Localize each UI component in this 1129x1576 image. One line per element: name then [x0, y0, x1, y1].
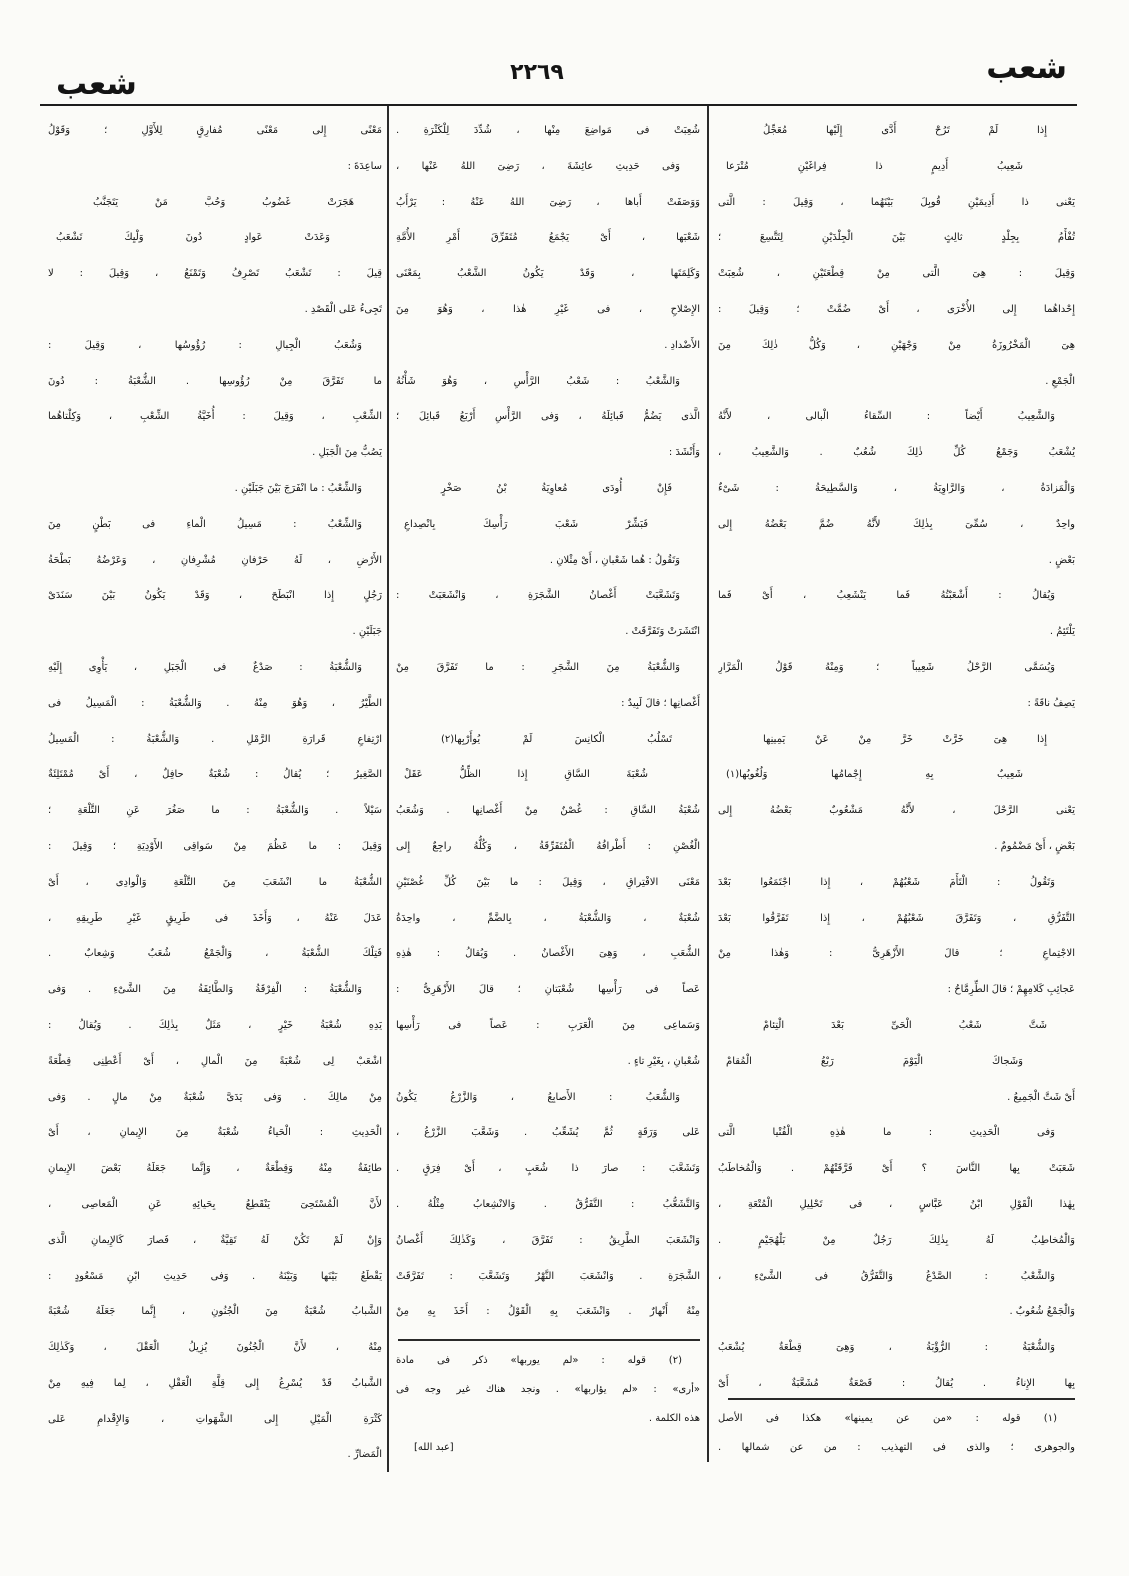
text-line: إِذا هِىَ خَرَّتْ خَرَّ مِنْ عَنْ يَمِينِها — [763, 733, 1047, 745]
text-line: كَثْرَةِ الْمَيْلِ إِلى الشَّهَواتِ ، وَالإِقْدامِ عَلى — [48, 1413, 382, 1425]
text-line: الْغُصْنِ : أَطْرافُهُ الْمُتَفَرِّقَةُ ، وَكُلُّهُ راجِعٌ إِلى — [396, 840, 700, 852]
text-line: وَشَجاكَ الْيَوْمَ رَبْعُ الْمُقامْ — [726, 1055, 1023, 1067]
text-line: وَيُسَمَّى الرَّحْلُ شَعِيباً ؛ وَمِنْهُ قَوْلُ الْمَرَّارِ — [718, 661, 1055, 673]
text-line: واحِدٌ ، سُمِّىَ بِذٰلِكَ لأَنَّهُ ضُمَّ بَعْضُهُ إِلى — [718, 518, 1075, 530]
page-number: ٢٢٦٩ — [510, 60, 564, 85]
text-line: الأَرْضِ ، لَهُ حَرْفانِ مُشْرِفانِ ، وَعَرْضُهُ بَطْحَةُ — [48, 554, 382, 566]
text-line: يَعْنى ذا أَدِيمَيْنِ قُوبِلَ بَيْنَهُما ، وَقِيلَ : الَّتى — [718, 196, 1075, 208]
text-line: شَتَّ شَعْبُ الْحَىِّ بَعْدَ الْتِئامْ — [763, 1019, 1047, 1031]
text-line: الإِصْلاحِ ، فى غَيْرِ هٰذا ، وَهُوَ مِنَ — [396, 303, 700, 315]
text-line: يَلْتَئِمُ . — [1049, 626, 1075, 638]
text-line: فَإِنْ أُودَى مُعاوِيَةُ بْنُ صَخْرٍ — [441, 482, 672, 494]
header-entry-right: شعب — [986, 50, 1067, 86]
text-line: جَبَلَيْنِ . — [352, 626, 382, 638]
text-line: هَجَرَتْ غَضُوبُ وَحُبَّ مَنْ يَتَجَنَّبُ — [93, 196, 354, 208]
text-line: وَأَنْشَدَ : — [668, 447, 700, 459]
text-line: وَتَقُولُ : الْتَأَمَ شَعْبُهُمْ ، إِذا اجْتَمَعُوا بَعْدَ — [718, 876, 1055, 888]
text-line: يَصِفُ ناقَةً : — [1027, 697, 1075, 709]
text-line: وَيُقالُ : أَشْعَبْتُهُ فَما يَنْشَعِبُ ، أَىْ فَما — [718, 590, 1055, 602]
text-line: شَعِيبٌ بِهِ إِجْمامُها وَلُغُوبُها(١) — [726, 769, 1023, 781]
text-line: وَالتَّشَعُّبُ : التَّفَرُّقُ . وَالانْشِعابُ مِثْلُهُ . — [396, 1198, 700, 1210]
text-line: تُفْأَمُ بِجِلْدٍ ثالِثٍ بَيْنَ الْجِلْدَيْنِ لِتَتَّسِعَ ؛ — [718, 232, 1075, 244]
text-line: وَالشُّعَبُ : الأَصابِعُ ، وَالزَّرْعُ يَكُونُ — [396, 1091, 680, 1103]
text-line: وَكَلِمَتَها ، وَقَدْ يَكُونُ الشَّعْبُ بِمَعْنَى — [396, 268, 700, 280]
text-line: سَيْلاً . وَالشُّعْبَةُ : ما صَغُرَ عَنِ التَّلْعَةِ ؛ — [48, 805, 382, 817]
text-line: لأَنَّ الْمُسْتَحِىَ يَنْقَطِعُ بِحَيائِهِ عَنِ الْمَعاصِى ، — [48, 1198, 382, 1210]
text-line: يُشْعَبُ وَجَمْعُ كُلِّ ذٰلِكَ شُعُبٌ . وَالشَّعِيبُ ، — [718, 447, 1075, 459]
text-line: رَجُلٍ إِذا انْبَطَحَ ، وَقَدْ يَكُونُ بَيْنَ سَنَدَىْ — [48, 590, 382, 602]
text-line: وَالْمَزادَةُ ، وَالرَّاوِيَةُ ، وَالسَّطِيحَةُ : شَىْءٌ — [718, 482, 1075, 494]
text-line: الأَضْدادِ . — [664, 339, 700, 351]
right-footnotes — [718, 1404, 1075, 1462]
text-line: مَعْنَى الافْتِراقِ ، وَقِيلَ : ما بَيْنَ كُلِّ غُصْنَيْنِ — [396, 876, 700, 888]
text-line: فَتِلْكَ الشُّعْبَةُ ، وَالْجَمْعُ شُعَبٌ وَشِعابٌ . — [48, 948, 382, 960]
right-column — [718, 113, 1075, 1402]
text-line: الطَّيْرُ ، وَهُوَ مِنْهُ . وَالشُّعْبَةُ : الْمَسِيلُ فى — [48, 697, 382, 709]
text-line: الْمَضارِّ . — [347, 1449, 382, 1461]
text-line: وَالشِّعْبُ : ما انْفَرَجَ بَيْنَ جَبَلَيْنِ . — [234, 482, 362, 494]
text-line: اشْعَبْ لِى شُعْبَةً مِنَ الْمالِ ، أَىْ أَعْطِنِى قِطْعَةً — [48, 1055, 382, 1067]
footnote-line: والجوهرى ؛ والذى فى التهذيب : من عن شمالها . — [718, 1442, 1075, 1453]
text-line: وَشُعَبُ الْجِبالِ : رُؤُوسُها ، وَقِيلَ : — [48, 339, 362, 351]
text-line: وَالشَّعْبُ : الصَّدْعُ وَالتَّفَرُّقُ فى الشَّىْءِ ، — [718, 1270, 1055, 1282]
text-line: ارْتِفاعِ قَرارَةِ الرَّمْلِ . وَالشُّعْبَةُ : الْمَسِيلُ — [48, 733, 382, 745]
text-line: أَغْصانِها ؛ قالَ لَبِيدٌ : — [621, 697, 700, 709]
text-line: هِىَ الْمَخْرُوزَةُ مِنْ وَجْهَيْنِ ، وَكُلُّ ذٰلِكَ مِنَ — [718, 339, 1075, 351]
text-line: ما تَفَرَّقَ مِنْ رُؤُوسِها . الشُّعْبَةُ : دُونَ — [48, 375, 382, 387]
text-line: وَسَماعِى مِنَ الْعَرَبِ : عَصاً فى رَأْسِها — [396, 1019, 700, 1031]
text-line: يَعْنى الرَّحْلَ ، لأَنَّهُ مَشْعُوبٌ بَعْضُهُ إِلى — [718, 805, 1075, 817]
text-line: وَتَشَعَّبَتْ أَغْصانُ الشَّجَرَةِ ، وَانْشَعَبَتْ : — [396, 590, 680, 602]
text-line: عَصاً فى رَأْسِها شُعْبَتانِ ؛ قالَ الأَزْهَرِىُّ : — [396, 984, 700, 996]
text-line: قِيلَ : تَشْعَبُ تَصْرِفُ وَتَمْنَعُ ، وَقِيلَ : لا — [48, 268, 382, 280]
text-line: الشُّعْبَةُ ما انْشَعَبَ مِنَ التَّلْعَةِ وَالْوادِى ، أَىْ — [48, 876, 382, 888]
text-line: ساعِدَةَ : — [347, 160, 382, 172]
footnote-rule — [398, 1339, 700, 1341]
text-line: وَالشَّعْبُ : شَعْبُ الرَّأْسِ ، وَهُوَ شَأْنُهُ — [396, 375, 680, 387]
text-line: وَالشُّعْبَةُ : الرُّؤْبَةُ ، وَهِىَ قِطْعَةٌ يُشْعَبُ — [718, 1342, 1055, 1354]
text-line: تَجِىءُ عَلى الْقَصْدِ . — [304, 303, 382, 315]
text-line: وَالشُّعْبَةُ : صَدْعٌ فى الْجَبَلِ ، يَأْوِى إِلَيْهِ — [48, 661, 362, 673]
text-line: وَالشَّعِيبُ أَيْضاً : السِّقاءُ الْبالى ، لأَنَّهُ — [718, 411, 1055, 423]
left-column — [48, 113, 382, 1473]
text-line: وَتَشَعَّبَ : صارَ ذا شُعَبٍ ، أَىْ فِرَقٍ . — [396, 1163, 700, 1175]
footnote-line: هذه الكلمة . — [648, 1413, 700, 1424]
editor-signature: [عبد الله] — [414, 1442, 454, 1453]
text-line: التَّفَرُّقِ ، وَتَفَرَّقَ شَعْبُهُمْ ، إِذا تَفَرَّقُوا بَعْدَ — [718, 912, 1075, 924]
text-line: مِنْهُ أَنْهارٌ . وَانْشَعَبَ بِهِ الْقَوْلُ : أَخَذَ بِهِ مِنْ — [396, 1306, 700, 1318]
text-line: يَقْطَعُ بَيْنَها وَبَيْنَهُ . وَفى حَدِيثِ ابْنِ مَسْعُودٍ : — [48, 1270, 382, 1282]
text-line: الشُّعَبِ ، وَهِىَ الأَغْصانُ . وَيُقالُ : هٰذِهِ — [396, 948, 700, 960]
text-line: شُعْبَةُ السَّاقِ : غُصْنٌ مِنْ أَغْصانِها . وَشُعَبُ — [396, 805, 700, 817]
text-line: الشَّجَرَةِ . وَانْشَعَبَ النَّهْرُ وَتَشَعَّبَ : تَفَرَّقَتْ — [396, 1270, 700, 1282]
text-line: يَصُبُّ مِنَ الْجَبَلِ . — [312, 447, 382, 459]
text-line: وَعَدَتْ عَوادٍ دُونَ وَلْيِكَ تَشْعَبُ — [56, 232, 330, 244]
text-line: بِها الإِناءُ . يُقالُ : قَصْعَةٌ مُشَعَّبَةٌ ، أَىْ — [718, 1377, 1075, 1389]
text-line: بَعْضٍ ، أَىْ مَضْمُومٌ . — [994, 840, 1075, 852]
text-line: وَالْمُخاطِبُ لَهُ بِذٰلِكَ رَجُلٌ مِنْ بَلْهُجَيْمٍ . — [718, 1234, 1075, 1246]
text-line: الْحَدِيثِ : الْحَياءُ شُعْبَةٌ مِنَ الإِيمانِ ، أَىْ — [48, 1127, 382, 1139]
text-line: تَسْلُبُ الْكانِسَ لَمْ يُوأَرْبِها(٢) — [441, 733, 672, 745]
text-line: مِنْهُ ، لأَنَّ الْجُنُونَ يُزِيلُ الْعَقْلَ ، وَكَذٰلِكَ — [48, 1342, 382, 1354]
text-line: شُعْبَةَ السَّاقِ إِذا الظِّلُّ عَقَلْ — [404, 769, 648, 781]
text-line: وَوَصَفَتْ أَباها ، رَضِىَ اللهُ عَنْهُ : يَرْأَبُ — [396, 196, 700, 208]
text-line: إِذا لَمْ تَرُحْ أَدَّى إِلَيْها مُعَجِّلُ — [763, 125, 1047, 136]
text-line: شُعْبانِ ، بِغَيْرِ تاءٍ . — [627, 1055, 700, 1067]
text-line: وَالشُّعْبَةُ : الْفِرْقَةُ وَالطَّائِفَةُ مِنَ الشَّىْءِ . وَفى — [48, 984, 362, 996]
text-line: فَبَشِّرْ شَعْبَ رَأْسِكَ بِانْصِداعِ — [404, 518, 648, 530]
text-line: وَالْجَمْعُ شُعُوبٌ . — [1009, 1306, 1075, 1318]
text-line: وَقِيلَ : هِىَ الَّتى مِنْ قِطْعَتَيْنِ ، شُعِبَتْ — [718, 268, 1075, 280]
text-line: الشِّعْبِ ، وَقِيلَ : أُخَيَّةُ الشِّعْبِ ، وَكِلْتاهُما — [48, 411, 382, 423]
footnote-line: (٢) قوله : «لم يوربها» ذكر فى مادة — [396, 1355, 682, 1366]
footnote-line: (١) قوله : «من عن يمينها» هكذا فى الأصل — [718, 1413, 1057, 1424]
text-line: شُعِبَتْ فى مَواضِعَ مِنْها ، شُدِّدَ لِلْكَثْرَةِ . — [396, 125, 700, 136]
text-line: شَعَبَتْ بِها النَّاسَ ؟ أَىْ فَرَّقَتْهُمْ . وَالْمُخاطَبُ — [718, 1163, 1075, 1175]
middle-footnotes — [396, 1346, 700, 1462]
middle-column — [396, 113, 700, 1330]
text-line: مِنْ مالِكَ . وَفى يَدَىَّ شُعْبَةٌ مِنْ مالٍ . وَفى — [48, 1091, 382, 1103]
footnote-rule — [728, 1398, 1075, 1400]
text-line: شُعْبَةٌ ، وَالشُّعْبَةُ ، بِالضَّمِّ ، واحِدَةُ — [396, 912, 700, 924]
text-line: شَعِيبُ أَدِيمٍ ذا فِراغَيْنِ مُتْرَعا — [726, 160, 1023, 172]
text-line: مَعْنًى إِلى مَعْنًى مُفارِقٍ لِلأَوَّلِ ؛ وَقَوْلُ — [48, 125, 382, 136]
column-divider — [707, 106, 709, 1462]
text-line: إِحْداهُما إِلى الأُخْرَى ، أَىْ ضُمَّتْ ؛ وَقِيلَ : — [718, 303, 1075, 315]
text-line: وَالشُّعْبَةُ مِنَ الشَّجَرِ : ما تَفَرَّقَ مِنْ — [396, 661, 680, 673]
header-entry-left: شعب — [56, 66, 137, 102]
text-line: عَدَلَ عَنْهُ ، وَأَخَذَ فى طَرِيقٍ غَيْرِ طَرِيقِهِ ، — [48, 912, 382, 924]
column-divider — [387, 106, 389, 1472]
text-line: بَعْضٍ . — [1048, 554, 1075, 566]
text-line: وَفى حَدِيثِ عائِشَةَ ، رَضِىَ اللهُ عَنْها ، — [396, 160, 680, 172]
text-line: وَقِيلَ : ما عَظُمَ مِنْ سَواقِى الأَوْدِيَةِ ؛ وَقِيلَ : — [48, 840, 382, 852]
text-line: الصَّغِيرُ ؛ يُقالُ : شُعْبَةٌ حافِلٌ ، أَىْ مُمْتَلِئَةٌ — [48, 769, 382, 781]
text-line: أَىْ شَتَّ الْجَمِيعُ . — [1007, 1091, 1075, 1103]
text-line: يَدِهِ شُعْبَةُ خَيْرٍ ، مَثَلٌ بِذٰلِكَ . وَيُقالُ : — [48, 1019, 382, 1031]
text-line: بِهٰذا الْقَوْلِ ابْنُ عَبَّاسٍ ، فى تَحْلِيلِ الْمُتْعَةِ ، — [718, 1198, 1075, 1210]
text-line: الشَّبابُ قَدْ يُسْرِعُ إِلى قِلَّةِ الْعَقْلِ ، لِما فِيهِ مِنْ — [48, 1377, 382, 1389]
text-line: شَعْبَها ، أَىْ يَجْمَعُ مُتَفَرِّقَ أَمْرِ الأُمَّةِ — [396, 232, 700, 244]
text-line: عَلى وَرَقَةٍ ثُمَّ يُشَعِّبُ . وَشَعَّبَ الزَّرْعُ ، — [396, 1127, 700, 1139]
text-line: الَّذى يَضُمُّ قَبائِلَهُ ، وَفى الرَّأْسِ أَرْبَعُ قَبائِلَ ؛ — [396, 411, 700, 423]
text-line: انْتَشَرَتْ وَتَفَرَّقَتْ . — [625, 626, 700, 638]
header-rule — [40, 104, 1077, 106]
text-line: الشَّبابُ شُعْبَةٌ مِنَ الْجُنُونِ ، إِنَّما جَعَلَهُ شُعْبَةً — [48, 1306, 382, 1318]
text-line: وَفى الْحَدِيثِ : ما هٰذِهِ الْفُتْيا الَّتى — [718, 1127, 1055, 1139]
text-line: الاجْتِماعِ ؛ قالَ الأَزْهَرِىُّ : وَهٰذا مِنْ — [718, 948, 1075, 960]
text-line: وَانْشَعَبَ الطَّرِيقُ : تَفَرَّقَ ، وَكَذٰلِكَ أَغْصانُ — [396, 1234, 700, 1246]
text-line: وَإِنْ لَمْ تَكُنْ لَهُ تَقِيَّةٌ ، فَصارَ كَالإِيمانِ الَّذى — [48, 1234, 382, 1246]
text-line: الْجَمْعِ . — [1045, 375, 1075, 387]
text-line: وَتَقُولُ : هُما شَعْبانِ ، أَىْ مِثْلانِ . — [549, 554, 680, 566]
text-line: طائِفَةٌ مِنْهُ وَقِطْعَةٌ ، وَإِنَّما جَعَلَهُ بَعْضَ الإِيمانِ — [48, 1163, 382, 1175]
text-line: وَالشِّعْبُ : مَسِيلُ الْماءِ فى بَطْنٍ مِنَ — [48, 518, 362, 530]
footnote-line: «أرى» : «لم يؤاربها» . ونجد هناك غير وجه فى — [396, 1384, 700, 1395]
text-line: عَجائِبِ كَلامِهِمْ ؛ قالَ الطِّرِمَّاحُ : — [947, 984, 1075, 996]
